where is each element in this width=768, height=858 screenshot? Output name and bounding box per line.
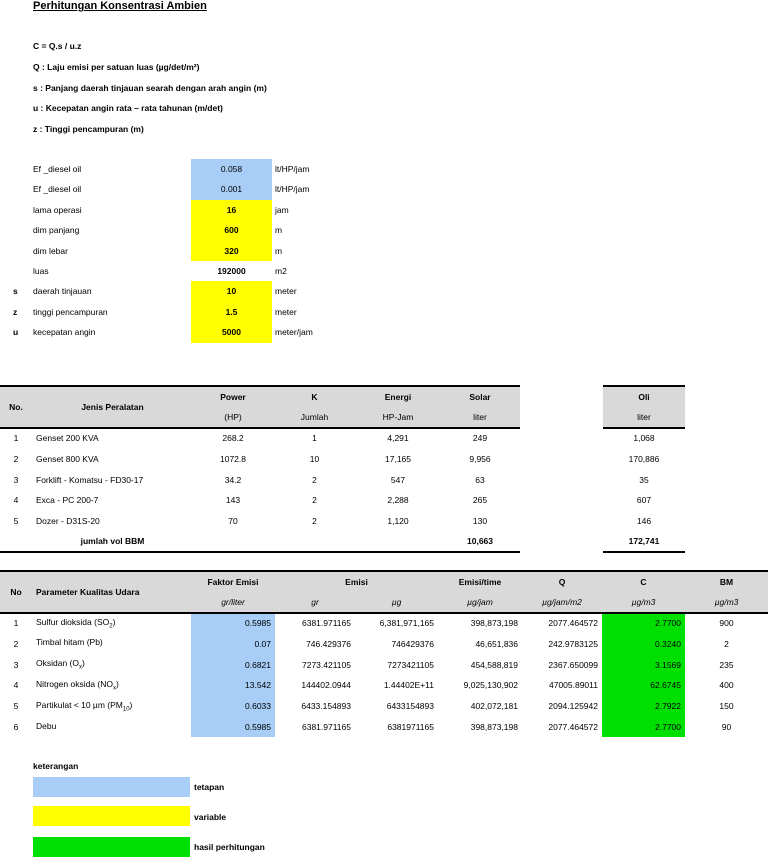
cell-jenis: Exca - PC 200-7 bbox=[36, 495, 99, 506]
header-c: C bbox=[602, 571, 685, 592]
parameter-name-end: ) bbox=[116, 679, 119, 690]
param-row bbox=[0, 159, 400, 179]
header-energi: Energi bbox=[356, 386, 440, 407]
cell-parameter bbox=[32, 633, 191, 654]
cell-energi: 17,165 bbox=[385, 453, 411, 464]
formula-z: z : Tinggi pencampuran (m) bbox=[33, 124, 144, 134]
cell-emisi-time: 398,873,198 bbox=[470, 618, 518, 629]
param-symbol: s bbox=[13, 286, 18, 297]
table-row bbox=[0, 654, 768, 675]
parameter-subscript: 2 bbox=[109, 623, 113, 630]
legend-swatch-hasil bbox=[33, 837, 190, 857]
cell-emisi-time: 454,588,819 bbox=[470, 659, 518, 670]
param-row bbox=[0, 261, 400, 281]
cell-k: 2 bbox=[312, 516, 317, 527]
cell-c[interactable]: 3.1569 bbox=[602, 654, 685, 675]
cell-emisi-time: 46,651,836 bbox=[475, 638, 518, 649]
header-k-unit: Jumlah bbox=[273, 407, 356, 428]
cell-solar: 130 bbox=[472, 516, 488, 527]
header-no: No. bbox=[0, 386, 32, 428]
cell-q: 242.9783125 bbox=[548, 638, 598, 649]
cell-emisi-time: 402,072,181 bbox=[470, 701, 518, 712]
param-unit: m2 bbox=[275, 266, 287, 276]
cell-no: 3 bbox=[13, 474, 19, 485]
parameter-name: Debu bbox=[36, 720, 57, 731]
cell-k: 2 bbox=[312, 474, 317, 485]
header-oli-unit: liter bbox=[603, 407, 685, 428]
page-title: Perhitungan Konsentrasi Ambien bbox=[33, 0, 207, 12]
header-energi-unit: HP-Jam bbox=[356, 407, 440, 428]
cell-no: 4 bbox=[13, 495, 19, 506]
table-row bbox=[0, 696, 768, 717]
cell-oli: 1,068 bbox=[633, 433, 655, 444]
cell-power: 70 bbox=[228, 516, 238, 527]
cell-no: 2 bbox=[13, 453, 19, 464]
cell-emisi-ug: 6,381,971,165 bbox=[379, 618, 434, 629]
header-bm-unit: µg/m3 bbox=[685, 592, 768, 613]
table-row bbox=[0, 675, 768, 696]
header-solar: Solar bbox=[440, 386, 520, 407]
cell-power: 268.2 bbox=[222, 433, 244, 444]
table-row bbox=[0, 469, 768, 490]
header-emisi-time: Emisi/time bbox=[438, 571, 522, 592]
param-symbol: u bbox=[13, 327, 19, 338]
parameter-name-end: ) bbox=[82, 658, 85, 669]
parameter-name-end: ) bbox=[129, 699, 133, 710]
cell-emisi-ug: 746429376 bbox=[391, 638, 434, 649]
parameter-name: Oksidan (O bbox=[36, 658, 79, 669]
param-value[interactable]: 192000 bbox=[217, 266, 246, 276]
cell-jenis: Forklift - Komatsu - FD30-17 bbox=[36, 474, 144, 485]
cell-k: 2 bbox=[312, 495, 317, 506]
param-row bbox=[0, 302, 400, 322]
param-unit: m bbox=[275, 225, 283, 236]
header-emisi-gr: gr bbox=[275, 592, 355, 613]
param-unit: meter/jam bbox=[275, 327, 313, 338]
param-label: daerah tinjauan bbox=[33, 286, 92, 297]
param-unit: jam bbox=[275, 204, 289, 215]
legend-label-hasil: hasil perhitungan bbox=[194, 842, 265, 852]
param-label: kecepatan angin bbox=[33, 327, 96, 338]
cell-bm: 400 bbox=[719, 680, 734, 691]
cell-emisi-gr: 6433.154893 bbox=[301, 701, 351, 712]
parameter-name: Partikulat < 10 µm (PM bbox=[36, 699, 123, 710]
header-jenis: Jenis Peralatan bbox=[32, 386, 193, 428]
header-bm: BM bbox=[685, 571, 768, 592]
cell-oli: 146 bbox=[636, 516, 652, 527]
cell-emisi-gr: 144402.0944 bbox=[301, 680, 351, 691]
param-row bbox=[0, 179, 400, 199]
param-unit: lt/HP/jam bbox=[275, 184, 310, 195]
table-row bbox=[0, 428, 768, 449]
table-row bbox=[0, 511, 768, 532]
formula-c: C = Q.s / u.z bbox=[33, 41, 82, 51]
cell-parameter bbox=[32, 696, 191, 717]
cell-no: 3 bbox=[13, 659, 19, 670]
cell-c[interactable]: 62.6745 bbox=[602, 675, 685, 696]
formula-u: u : Kecepatan angin rata – rata tahunan (m/det) bbox=[33, 103, 223, 113]
cell-energi: 1,120 bbox=[387, 516, 409, 527]
cell-emisi-gr: 7273.421105 bbox=[301, 659, 351, 670]
cell-q: 47005.89011 bbox=[548, 680, 598, 691]
param-label: Ef _diesel oil bbox=[33, 184, 82, 195]
param-row bbox=[0, 200, 400, 220]
parameter-subscript: x bbox=[113, 685, 117, 692]
formula-s: s : Panjang daerah tinjauan searah dengan arah angin (m) bbox=[33, 83, 267, 93]
param-unit: m bbox=[275, 245, 283, 256]
cell-no: 5 bbox=[13, 701, 19, 712]
header-emisi-time-unit: µg/jam bbox=[438, 592, 522, 613]
legend-label-tetapan: tetapan bbox=[194, 782, 225, 792]
cell-faktor-emisi[interactable]: 0.5985 bbox=[191, 613, 275, 634]
total-solar: 10,663 bbox=[440, 532, 520, 553]
cell-c[interactable]: 2.7700 bbox=[602, 717, 685, 738]
header-solar-unit: liter bbox=[440, 407, 520, 428]
cell-bm: 2 bbox=[724, 638, 729, 649]
cell-solar: 249 bbox=[472, 433, 488, 444]
parameter-subscript: 10 bbox=[122, 706, 130, 713]
total-label: jumlah vol BBM bbox=[32, 532, 193, 553]
header-emisi-ug: µg bbox=[355, 592, 438, 613]
cell-faktor-emisi[interactable]: 0.6821 bbox=[191, 654, 275, 675]
cell-emisi-ug: 7273421105 bbox=[387, 659, 434, 670]
cell-power: 1072.8 bbox=[220, 453, 246, 464]
param-label: dim panjang bbox=[33, 225, 80, 236]
cell-c[interactable]: 2.7922 bbox=[602, 696, 685, 717]
cell-solar: 63 bbox=[475, 474, 485, 485]
parameter-name: Nitrogen oksida (NO bbox=[36, 679, 114, 690]
cell-jenis: Genset 200 KVA bbox=[36, 433, 99, 444]
cell-emisi-ug: 6381971165 bbox=[387, 721, 434, 732]
header-c-unit: µg/m3 bbox=[602, 592, 685, 613]
cell-emisi-gr: 6381.971165 bbox=[301, 721, 351, 732]
param-unit: meter bbox=[275, 286, 297, 297]
cell-no: 2 bbox=[13, 638, 19, 649]
cell-faktor-emisi[interactable]: 0.6033 bbox=[191, 696, 275, 717]
legend-swatch-tetapan bbox=[33, 777, 190, 797]
parameter-subscript: x bbox=[79, 664, 82, 671]
param-value[interactable]: 1.5 bbox=[191, 302, 272, 322]
cell-emisi-time: 9,025,130,902 bbox=[463, 680, 518, 691]
param-label: luas bbox=[33, 266, 49, 276]
cell-c[interactable]: 0.3240 bbox=[602, 633, 685, 654]
cell-bm: 150 bbox=[719, 701, 734, 712]
total-oli: 172,741 bbox=[603, 532, 685, 553]
cell-faktor-emisi[interactable]: 0.5985 bbox=[191, 717, 275, 738]
cell-faktor-emisi[interactable]: 0.07 bbox=[191, 633, 275, 654]
parameter-name-end: ) bbox=[112, 617, 116, 628]
param-value[interactable]: 5000 bbox=[191, 322, 272, 342]
formula-q: Q : Laju emisi per satuan luas (µg/det/m²) bbox=[33, 62, 200, 72]
legend-swatch-variable bbox=[33, 806, 190, 826]
header-power-unit: (HP) bbox=[193, 407, 273, 428]
legend-title: keterangan bbox=[33, 761, 79, 771]
cell-q: 2077.464572 bbox=[548, 721, 598, 732]
cell-bm: 900 bbox=[719, 618, 734, 629]
table-row bbox=[0, 633, 768, 654]
param-row bbox=[0, 241, 400, 261]
param-label: tinggi pencampuran bbox=[33, 306, 108, 317]
header-parameter: Parameter Kualitas Udara bbox=[32, 571, 191, 613]
cell-k: 10 bbox=[309, 453, 320, 464]
legend-label-variable: variable bbox=[194, 812, 227, 822]
total-row bbox=[0, 532, 768, 553]
param-unit: lt/HP/jam bbox=[275, 164, 310, 174]
equipment-table bbox=[0, 385, 768, 553]
param-label: lama operasi bbox=[33, 204, 82, 215]
cell-no: 1 bbox=[13, 433, 19, 444]
cell-emisi-ug: 1.44402E+11 bbox=[383, 680, 434, 691]
cell-power: 34.2 bbox=[224, 474, 242, 485]
cell-no: 6 bbox=[13, 721, 19, 732]
cell-c[interactable]: 2.7700 bbox=[602, 613, 685, 634]
cell-emisi-time: 398,873,198 bbox=[470, 721, 518, 732]
param-value[interactable]: 10 bbox=[191, 281, 272, 301]
param-value[interactable]: 0.001 bbox=[191, 179, 272, 199]
param-label: dim lebar bbox=[33, 245, 68, 256]
cell-no: 5 bbox=[13, 516, 19, 527]
param-value[interactable]: 600 bbox=[191, 220, 272, 240]
table-row bbox=[0, 717, 768, 738]
parameter-name: Timbal hitam (Pb) bbox=[36, 637, 103, 648]
cell-emisi-ug: 6433154893 bbox=[386, 701, 434, 712]
header-q: Q bbox=[522, 571, 602, 592]
cell-energi: 4,291 bbox=[387, 433, 409, 444]
header-k: K bbox=[273, 386, 356, 407]
param-row bbox=[0, 281, 400, 301]
parameter-name: Sulfur dioksida (SO bbox=[36, 617, 110, 628]
cell-oli: 607 bbox=[636, 495, 652, 506]
cell-emisi-gr: 746.429376 bbox=[306, 638, 351, 649]
cell-bm: 90 bbox=[721, 721, 732, 732]
cell-jenis: Dozer - D31S-20 bbox=[36, 516, 100, 527]
cell-q: 2094.125942 bbox=[548, 701, 598, 712]
param-row bbox=[0, 220, 400, 240]
table-row bbox=[0, 490, 768, 511]
cell-parameter bbox=[32, 654, 191, 675]
cell-oli: 35 bbox=[639, 474, 649, 485]
param-unit: meter bbox=[275, 306, 297, 317]
param-label: Ef _diesel oil bbox=[33, 164, 82, 174]
param-symbol: z bbox=[13, 306, 18, 317]
cell-q: 2367.650099 bbox=[548, 659, 598, 670]
cell-jenis: Genset 800 KVA bbox=[36, 453, 99, 464]
header-emisi: Emisi bbox=[275, 571, 438, 592]
table-row bbox=[0, 448, 768, 469]
cell-emisi-gr: 6381.971165 bbox=[301, 618, 351, 629]
cell-q: 2077.464572 bbox=[548, 618, 598, 629]
param-row bbox=[0, 322, 400, 342]
header-q-unit: µg/jam/m2 bbox=[522, 592, 602, 613]
cell-no: 4 bbox=[13, 680, 19, 691]
cell-bm: 235 bbox=[719, 659, 734, 670]
param-value[interactable]: 16 bbox=[191, 200, 272, 220]
cell-oli: 170,886 bbox=[628, 453, 660, 464]
cell-faktor-emisi[interactable]: 13.542 bbox=[191, 675, 275, 696]
cell-solar: 265 bbox=[472, 495, 488, 506]
table-row bbox=[0, 613, 768, 634]
cell-k: 1 bbox=[312, 433, 317, 444]
cell-energi: 2,288 bbox=[387, 495, 409, 506]
header-oli: Oli bbox=[603, 386, 685, 407]
cell-no: 1 bbox=[13, 618, 19, 629]
header-faktor-unit: gr/liter bbox=[191, 592, 275, 613]
header-no: No bbox=[0, 571, 32, 613]
param-value[interactable]: 0.058 bbox=[191, 159, 272, 179]
header-faktor-emisi: Faktor Emisi bbox=[191, 571, 275, 592]
cell-parameter bbox=[32, 613, 191, 634]
cell-parameter bbox=[32, 675, 191, 696]
param-value[interactable]: 320 bbox=[191, 241, 272, 261]
air-quality-table bbox=[0, 570, 768, 737]
header-power: Power bbox=[193, 386, 273, 407]
cell-energi: 547 bbox=[390, 474, 406, 485]
cell-solar: 9,956 bbox=[469, 453, 491, 464]
cell-power: 143 bbox=[225, 495, 241, 506]
cell-parameter bbox=[32, 717, 191, 738]
